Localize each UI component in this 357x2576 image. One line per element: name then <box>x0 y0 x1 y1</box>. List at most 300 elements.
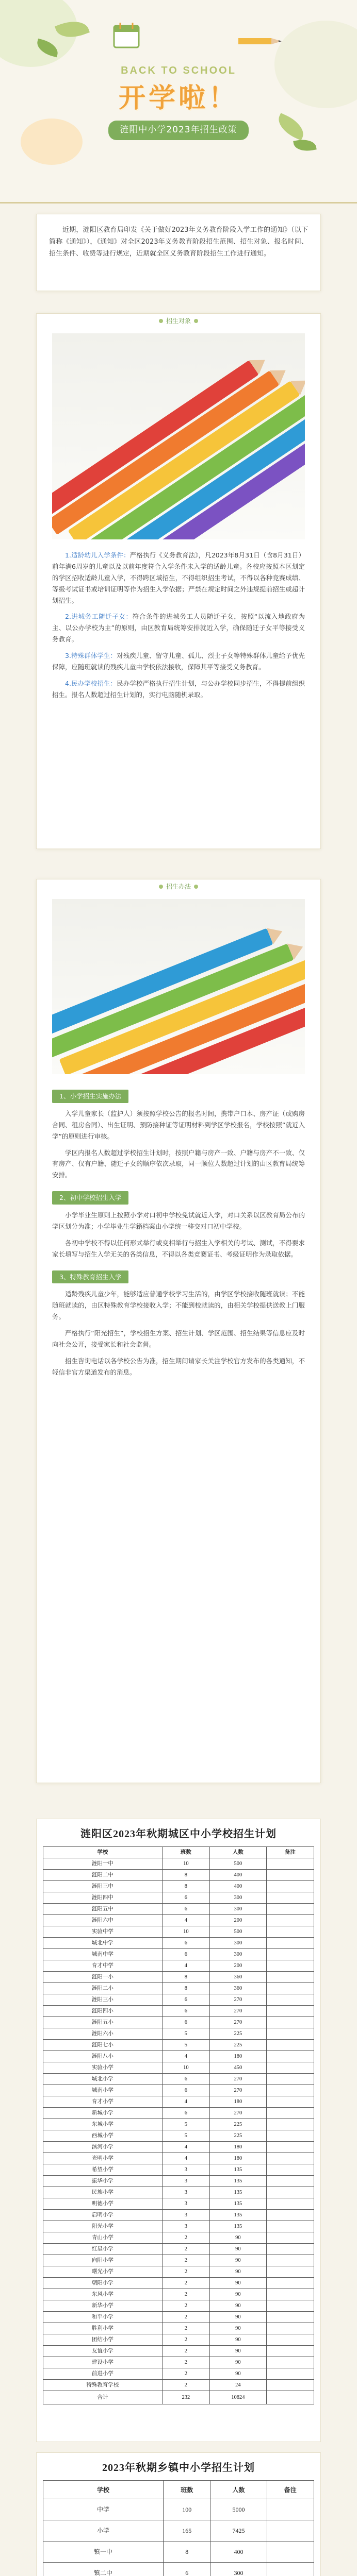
column-header: 人数 <box>210 2481 267 2499</box>
table-cell: 135 <box>210 2176 267 2187</box>
table-row <box>43 2334 314 2346</box>
table-cell: 90 <box>210 2312 267 2323</box>
table-cell <box>266 1881 314 1892</box>
table-row <box>43 2357 314 2368</box>
column-header: 学校 <box>43 2481 164 2499</box>
table-cell <box>266 2278 314 2289</box>
table-cell: 2 <box>162 2323 209 2334</box>
table-cell <box>266 2357 314 2368</box>
table-cell: 朝阳小学 <box>43 2278 163 2289</box>
table-cell: 4 <box>162 2096 209 2108</box>
table-row <box>43 1858 314 1870</box>
table-cell: 270 <box>210 2108 267 2119</box>
section-chip-label: 招生对象 <box>166 317 191 325</box>
table-cell: 2 <box>162 2300 209 2312</box>
table-cell: 100 <box>163 2499 210 2520</box>
table-row <box>43 2380 314 2391</box>
data-table <box>43 1846 314 2404</box>
paragraph <box>52 611 305 645</box>
table-cell <box>266 2221 314 2232</box>
table-cell <box>266 2051 314 2062</box>
table-cell: 4 <box>162 1915 209 1926</box>
table-cell <box>266 2300 314 2312</box>
table-cell: 2 <box>162 2244 209 2255</box>
table-title: 涟阳区2023年秋期城区中小学校招生计划 <box>80 1828 277 1840</box>
table-cell: 10 <box>162 2062 209 2074</box>
table-cell: 新城小学 <box>43 2108 163 2119</box>
table-row <box>43 2255 314 2266</box>
table-cell: 实验小学 <box>43 2062 163 2074</box>
table-cell <box>266 2028 314 2040</box>
leaf-icon <box>274 113 308 141</box>
subsection-tag: 3、特殊教育招生入学 <box>52 1270 128 1284</box>
table-cell: 180 <box>210 2096 267 2108</box>
table-cell: 300 <box>210 1949 267 1960</box>
table-cell: 东城小学 <box>43 2119 163 2130</box>
table-row <box>43 1881 314 1892</box>
table-cell: 8 <box>162 1870 209 1881</box>
divider <box>0 202 357 204</box>
paragraph: 学区内报名人数超过学校招生计划时，按照户籍与房产一致、户籍与房产不一致、仅有房产、仅有户籍、随迁子女的顺序依次录取，同一顺位人数超过计划的由区教育局统筹安排。 <box>52 1148 305 1179</box>
section-enrollment-targets <box>36 313 321 849</box>
table-cell: 2 <box>162 2380 209 2391</box>
table-cell: 135 <box>210 2210 267 2221</box>
table-cell: 2 <box>162 2368 209 2380</box>
table-cell: 合计 <box>43 2391 163 2404</box>
table-cell: 24 <box>210 2380 267 2391</box>
section-chip-label: 招生办法 <box>166 883 191 890</box>
table-row <box>43 1983 314 1994</box>
table-cell <box>266 1938 314 1949</box>
paragraph: 入学儿童家长（监护人）须按照学校公告的报名时间，携带户口本、房产证（或购房合同、租房合同）、出生证明、预防接种证等证明材料到学区学校报名，学校按照“就近入学”的原则进行审核。 <box>52 1109 305 1140</box>
table-cell: 270 <box>210 2085 267 2096</box>
table-cell: 3 <box>162 2164 209 2176</box>
table-row <box>43 2541 314 2563</box>
paragraph <box>52 678 305 701</box>
table-cell: 涟阳六小 <box>43 2028 163 2040</box>
table-cell <box>266 2164 314 2176</box>
table-cell: 民族小学 <box>43 2187 163 2198</box>
section-chip <box>52 314 305 328</box>
table-cell: 90 <box>210 2300 267 2312</box>
column-header: 学校 <box>43 1847 163 1858</box>
table-cell <box>266 2187 314 2198</box>
subsection <box>52 1084 305 1181</box>
table-row <box>43 2221 314 2232</box>
table-cell: 6 <box>162 2006 209 2017</box>
table-cell: 向阳小学 <box>43 2255 163 2266</box>
paragraph <box>52 550 305 606</box>
table-row <box>43 2300 314 2312</box>
table-cell <box>267 2520 314 2541</box>
table-cell: 东风小学 <box>43 2289 163 2300</box>
table-cell: 希望小学 <box>43 2164 163 2176</box>
table-cell: 4 <box>162 2142 209 2153</box>
table-row <box>43 2085 314 2096</box>
table-cell: 400 <box>210 1881 267 1892</box>
table-row <box>43 2563 314 2576</box>
table-cell: 2 <box>162 2289 209 2300</box>
table-cell <box>266 2368 314 2380</box>
table-row <box>43 1949 314 1960</box>
column-header: 人数 <box>210 1847 267 1858</box>
table-cell: 2 <box>162 2232 209 2244</box>
dot-icon <box>159 319 163 323</box>
table-cell <box>266 2119 314 2130</box>
paragraph <box>52 650 305 673</box>
table-cell: 4 <box>162 2051 209 2062</box>
table-row <box>43 1938 314 1949</box>
table-row <box>43 2017 314 2028</box>
enrollment-table-urban <box>36 1819 321 2442</box>
paragraph: 适龄残疾儿童少年，能够适应普通学校学习生活的，由学区学校接收随班就读；不能随班就读的，由区特殊教育学校接收入学；不能到校就读的，由相关学校提供送教上门服务。 <box>52 1290 305 1321</box>
table-cell <box>266 2312 314 2323</box>
table-cell: 涟阳四小 <box>43 2006 163 2017</box>
table-cell <box>267 2541 314 2563</box>
table-cell: 3 <box>162 2210 209 2221</box>
table-cell: 友谊小学 <box>43 2346 163 2357</box>
table-cell <box>266 2006 314 2017</box>
table-cell: 225 <box>210 2130 267 2142</box>
subsection-tag: 2、初中学校招生入学 <box>52 1191 128 1205</box>
table-cell: 225 <box>210 2040 267 2051</box>
table-cell: 400 <box>210 2541 267 2563</box>
enrollment-table-rural <box>36 2452 321 2576</box>
table-row <box>43 2312 314 2323</box>
table-cell: 3 <box>162 2176 209 2187</box>
table-cell <box>266 1972 314 1983</box>
table-cell: 3 <box>162 2221 209 2232</box>
table-cell: 振华小学 <box>43 2176 163 2187</box>
decor-blob <box>21 118 83 165</box>
table-cell <box>266 2289 314 2300</box>
table-cell <box>266 1994 314 2006</box>
table-cell <box>266 2210 314 2221</box>
calendar-icon <box>111 20 142 50</box>
table-cell <box>266 2040 314 2051</box>
intro-card <box>36 214 321 291</box>
intro-text: 近期，涟阳区教育局印发《关于做好2023年义务教育阶段入学工作的通知》（以下简称《通知》），《通知》对全区2023年义务教育阶段招生范围、招生对象、报名时间、招生条件、收费等进行规定，近期就全区义务教育阶段招生工作进行通知。 <box>49 226 308 258</box>
paragraph-lead: 3.特殊群体学生： <box>65 652 117 659</box>
table-row <box>43 2142 314 2153</box>
table-row <box>43 2198 314 2210</box>
table-cell <box>266 2198 314 2210</box>
table-cell: 2 <box>162 2278 209 2289</box>
table-cell <box>266 1983 314 1994</box>
table-cell: 300 <box>210 1938 267 1949</box>
paragraph: 严格执行“阳光招生”，学校招生方案、招生计划、学区范围、招生结果等信息应及时向社会公开，接受家长和社会监督。 <box>52 1329 305 1348</box>
table-row <box>43 2368 314 2380</box>
table-row <box>43 2164 314 2176</box>
table-cell: 90 <box>210 2278 267 2289</box>
table-cell: 270 <box>210 1994 267 2006</box>
table-row <box>43 2119 314 2130</box>
table-cell: 180 <box>210 2153 267 2164</box>
table-row <box>43 2040 314 2051</box>
table-row <box>43 2278 314 2289</box>
table-cell: 135 <box>210 2187 267 2198</box>
table-cell: 镇一中 <box>43 2541 164 2563</box>
table-cell: 城北小学 <box>43 2074 163 2085</box>
table-cell: 8 <box>162 1972 209 1983</box>
column-header: 班数 <box>163 2481 210 2499</box>
table-row <box>43 2187 314 2198</box>
table-cell <box>266 2255 314 2266</box>
table-row <box>43 2289 314 2300</box>
table-cell <box>267 2499 314 2520</box>
table-row <box>43 2153 314 2164</box>
table-cell: 6 <box>162 1949 209 1960</box>
table-cell: 165 <box>163 2520 210 2541</box>
column-header: 备注 <box>266 1847 314 1858</box>
paragraph-text: 严格执行《义务教育法》，凡2023年8月31日（含8月31日）前年满6周岁的儿童以及以前年度符合入学条件未入学的适龄儿童。各校应按照本区划定的学区招收适龄儿童入学，不得跨区域招生，不得组织招生考试，不得以各种竞赛成绩、等级考试证书或培训证明等作为招生入学依据；严禁在规定时间之外违规提前招生或超计划招生。 <box>52 551 305 604</box>
table-row <box>43 1926 314 1938</box>
table-row <box>43 2130 314 2142</box>
table-cell: 5 <box>162 2040 209 2051</box>
leaf-icon <box>293 138 317 154</box>
table-cell: 红星小学 <box>43 2244 163 2255</box>
table-cell <box>266 1904 314 1915</box>
table-cell: 10 <box>162 1926 209 1938</box>
table-row <box>43 2210 314 2221</box>
table-cell: 城北中学 <box>43 1938 163 1949</box>
paragraph-lead: 2.进城务工随迁子女： <box>65 613 133 621</box>
table-cell: 450 <box>210 2062 267 2074</box>
table-cell: 7425 <box>210 2520 267 2541</box>
table-row <box>43 2346 314 2357</box>
table-row <box>43 1960 314 1972</box>
pencils-photo <box>52 899 305 1074</box>
table-cell: 6 <box>162 1904 209 1915</box>
table-cell: 270 <box>210 2074 267 2085</box>
table-cell: 90 <box>210 2334 267 2346</box>
table-cell: 6 <box>162 1938 209 1949</box>
table-cell: 8 <box>162 1881 209 1892</box>
table-cell: 135 <box>210 2164 267 2176</box>
hero-badge: 涟阳中小学2023年招生政策 <box>108 121 248 140</box>
table-row <box>43 2323 314 2334</box>
table-cell: 团结小学 <box>43 2334 163 2346</box>
hero-sign <box>101 62 256 140</box>
table-cell <box>266 1960 314 1972</box>
table-row <box>43 2051 314 2062</box>
table-row <box>43 1904 314 1915</box>
table-cell: 涟阳八小 <box>43 2051 163 2062</box>
paragraph-lead: 1.适龄幼儿入学条件： <box>65 551 130 559</box>
table-cell: 90 <box>210 2232 267 2244</box>
table-row <box>43 2499 314 2520</box>
paragraph: 各初中学校不得以任何形式举行或变相举行与招生入学相关的考试、测试，不得要求家长填写与招生入学无关的各类信息，不得以各类竞赛证书、考级证明作为录取依据。 <box>52 1239 305 1258</box>
table-cell <box>266 2334 314 2346</box>
table-cell <box>266 2391 314 2404</box>
table-cell <box>266 2130 314 2142</box>
table-cell <box>266 1870 314 1881</box>
table-cell: 135 <box>210 2198 267 2210</box>
table-cell: 3 <box>162 2198 209 2210</box>
table-cell: 6 <box>162 1892 209 1904</box>
paragraph-text: 符合条件的进城务工人员随迁子女，按照“以流入地政府为主、以公办学校为主”的原则，由区教育局统筹安排就近入学，确保随迁子女平等接受义务教育。 <box>52 613 305 643</box>
table-cell <box>266 1892 314 1904</box>
table-row <box>43 2244 314 2255</box>
table-cell: 滨河小学 <box>43 2142 163 2153</box>
table-cell: 6 <box>162 1994 209 2006</box>
table-cell: 6 <box>163 2563 210 2576</box>
table-cell: 300 <box>210 2563 267 2576</box>
paragraph-lead: 4.民办学校招生： <box>65 679 117 687</box>
table-cell: 90 <box>210 2323 267 2334</box>
table-row <box>43 2391 314 2404</box>
table-row <box>43 2520 314 2541</box>
table-cell: 和平小学 <box>43 2312 163 2323</box>
table-cell: 360 <box>210 1972 267 1983</box>
table-cell: 建设小学 <box>43 2357 163 2368</box>
paragraph-text: 对残疾儿童、留守儿童、孤儿、烈士子女等特殊群体儿童给予优先保障，应随班就读的残疾儿童由学校依法接收，保障其平等接受义务教育。 <box>52 652 305 671</box>
column-header: 班数 <box>162 1847 209 1858</box>
table-cell: 2 <box>162 2357 209 2368</box>
table-row <box>43 1915 314 1926</box>
table-cell <box>266 2153 314 2164</box>
table-cell: 涟阳一中 <box>43 1858 163 1870</box>
table-cell: 启明小学 <box>43 2210 163 2221</box>
table-cell: 270 <box>210 2006 267 2017</box>
table-cell: 6 <box>162 2085 209 2096</box>
table-cell: 光明小学 <box>43 2153 163 2164</box>
table-cell: 10824 <box>210 2391 267 2404</box>
paragraph: 小学毕业生原则上按照小学对口初中学校免试就近入学，对口关系以区教育局公布的学区划分为准；小学毕业生学籍档案由小学统一移交对口初中学校。 <box>52 1211 305 1230</box>
table-row <box>43 2006 314 2017</box>
table-cell: 明德小学 <box>43 2198 163 2210</box>
section-enrollment-methods <box>36 879 321 1783</box>
table-cell: 300 <box>210 1904 267 1915</box>
table-cell <box>266 2108 314 2119</box>
table-cell: 3 <box>162 2187 209 2198</box>
table-cell: 涟阳六中 <box>43 1915 163 1926</box>
table-cell <box>266 2380 314 2391</box>
table-cell: 涟阳五小 <box>43 2017 163 2028</box>
table-cell: 阳光小学 <box>43 2221 163 2232</box>
table-cell: 涟阳二小 <box>43 1983 163 1994</box>
table-row <box>43 1892 314 1904</box>
table-cell: 200 <box>210 1960 267 1972</box>
table-cell: 232 <box>162 2391 209 2404</box>
table-cell: 中学 <box>43 2499 164 2520</box>
table-row <box>43 2074 314 2085</box>
table-cell: 实验中学 <box>43 1926 163 1938</box>
table-cell <box>266 1926 314 1938</box>
table-cell <box>266 2346 314 2357</box>
table-cell: 400 <box>210 1870 267 1881</box>
table-cell: 5000 <box>210 2499 267 2520</box>
table-cell: 西城小学 <box>43 2130 163 2142</box>
table-cell: 135 <box>210 2221 267 2232</box>
table-cell: 曙光小学 <box>43 2266 163 2278</box>
table-cell: 8 <box>163 2541 210 2563</box>
table-cell: 5 <box>162 2119 209 2130</box>
table-cell <box>266 2244 314 2255</box>
table-row <box>43 1870 314 1881</box>
table-cell: 90 <box>210 2357 267 2368</box>
table-row <box>43 2096 314 2108</box>
table-cell: 180 <box>210 2142 267 2153</box>
table-cell <box>266 2085 314 2096</box>
table-title: 2023年秋期乡镇中小学招生计划 <box>102 2462 255 2473</box>
table-cell: 育才中学 <box>43 1960 163 1972</box>
subsection <box>52 1265 305 1378</box>
data-table <box>43 2480 314 2576</box>
table-cell: 5 <box>162 2130 209 2142</box>
table-cell: 2 <box>162 2334 209 2346</box>
table-cell: 涟阳一小 <box>43 1972 163 1983</box>
column-header: 备注 <box>267 2481 314 2499</box>
table-cell: 青山小学 <box>43 2232 163 2244</box>
table-cell: 90 <box>210 2244 267 2255</box>
table-cell: 360 <box>210 1983 267 1994</box>
table-cell <box>266 2142 314 2153</box>
table-cell: 城南小学 <box>43 2085 163 2096</box>
table-cell: 500 <box>210 1858 267 1870</box>
table-cell: 500 <box>210 1926 267 1938</box>
table-cell <box>266 1915 314 1926</box>
table-cell: 225 <box>210 2028 267 2040</box>
table-cell <box>266 2062 314 2074</box>
table-cell: 涟阳三小 <box>43 1994 163 2006</box>
table-cell <box>266 2323 314 2334</box>
table-cell: 5 <box>162 2028 209 2040</box>
table-cell <box>266 2017 314 2028</box>
table-cell: 4 <box>162 2153 209 2164</box>
subsection <box>52 1186 305 1260</box>
table-cell <box>267 2563 314 2576</box>
table-cell: 6 <box>162 2108 209 2119</box>
table-cell: 90 <box>210 2255 267 2266</box>
table-cell: 胜利小学 <box>43 2323 163 2334</box>
table-cell: 225 <box>210 2119 267 2130</box>
table-cell: 300 <box>210 1892 267 1904</box>
paragraph: 招生咨询电话以各学校公告为准，招生期间请家长关注学校官方发布的各类通知，不轻信非官方渠道发布的消息。 <box>52 1357 305 1376</box>
table-row <box>43 2266 314 2278</box>
table-row <box>43 2108 314 2119</box>
table-row <box>43 2028 314 2040</box>
table-cell <box>266 2074 314 2085</box>
table-cell: 6 <box>162 2074 209 2085</box>
table-cell: 90 <box>210 2346 267 2357</box>
table-cell: 涟阳二中 <box>43 1870 163 1881</box>
hero-title: 开学啦！ <box>118 83 238 114</box>
table-cell: 200 <box>210 1915 267 1926</box>
table-cell: 涟阳四中 <box>43 1892 163 1904</box>
table-cell <box>266 2096 314 2108</box>
table-cell: 育才小学 <box>43 2096 163 2108</box>
table-row <box>43 1972 314 1983</box>
table-cell: 10 <box>162 1858 209 1870</box>
table-cell: 城南中学 <box>43 1949 163 1960</box>
table-cell <box>266 1858 314 1870</box>
table-cell: 8 <box>162 1983 209 1994</box>
table-cell <box>266 2176 314 2187</box>
table-cell: 90 <box>210 2368 267 2380</box>
table-cell <box>266 2232 314 2244</box>
dot-icon <box>194 885 198 889</box>
paragraph-text: 民办学校严格执行招生计划，与公办学校同步招生，不得提前组织招生。报名人数超过招生计划的，实行电脑随机录取。 <box>52 679 305 699</box>
table-cell: 6 <box>162 2017 209 2028</box>
table-cell <box>266 2266 314 2278</box>
hero-banner <box>0 0 357 204</box>
table-cell: 2 <box>162 2346 209 2357</box>
subsection-tag: 1、小学招生实施办法 <box>52 1090 128 1103</box>
table-cell <box>266 1949 314 1960</box>
table-cell: 90 <box>210 2266 267 2278</box>
table-cell: 4 <box>162 1960 209 1972</box>
